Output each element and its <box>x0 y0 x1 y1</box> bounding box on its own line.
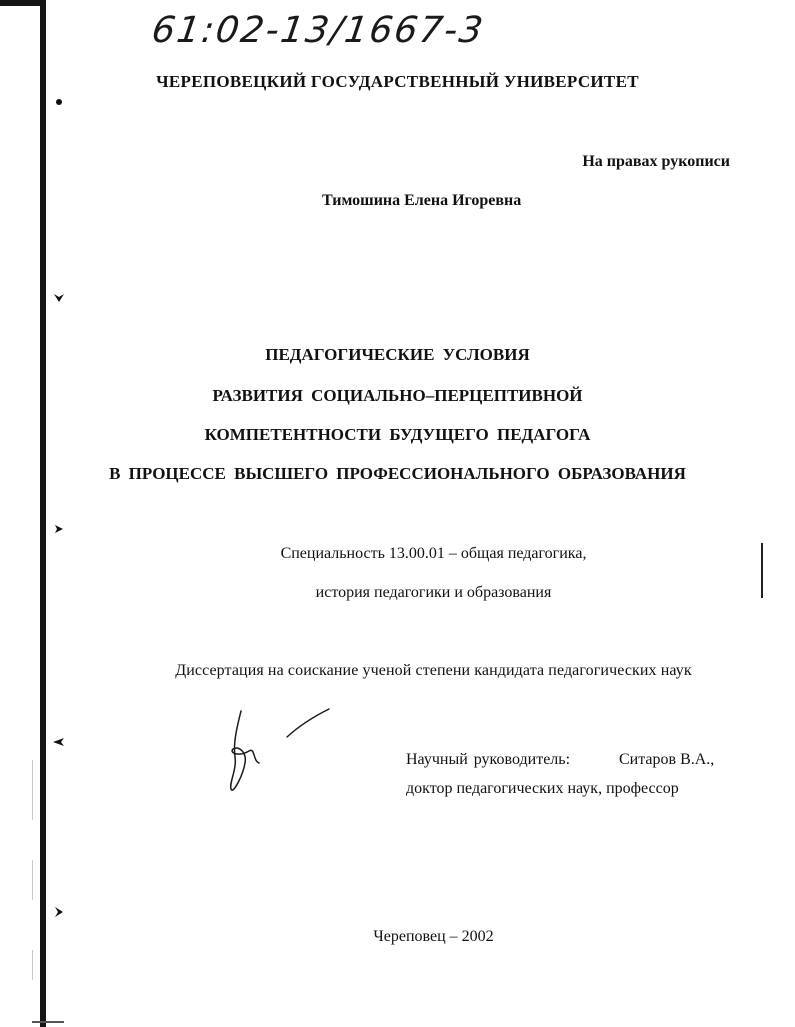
punch-hole-icon <box>52 522 66 536</box>
supervisor-name: Ситаров В.А., <box>619 751 715 768</box>
scan-faint-line <box>32 860 33 900</box>
rights-note: На правах рукописи <box>582 153 730 170</box>
scan-bottom-mark <box>32 1021 64 1023</box>
title-line: В ПРОЦЕССЕ ВЫСШЕГО ПРОФЕССИОНАЛЬНОГО ОБРАЗОВАНИЯ <box>109 464 686 483</box>
archive-code: 61:02-13/1667-3 <box>149 10 488 51</box>
specialty-line: Специальность 13.00.01 – общая педагогика, <box>280 545 587 562</box>
supervisor-label: Научный руководитель: <box>406 751 571 768</box>
scan-top-border <box>0 0 46 6</box>
supervisor-credentials: доктор педагогических наук, профессор <box>406 780 679 797</box>
punch-hole-icon <box>52 905 66 919</box>
title-line: ПЕДАГОГИЧЕСКИЕ УСЛОВИЯ <box>265 345 530 364</box>
dissertation-note: Диссертация на соискание ученой степени кандидата педагогических наук <box>175 662 692 679</box>
scan-left-border <box>40 0 46 1027</box>
scan-faint-line <box>32 760 33 820</box>
title-line: КОМПЕТЕНТНОСТИ БУДУЩЕГО ПЕДАГОГА <box>204 425 591 444</box>
place-year: Череповец – 2002 <box>373 928 494 945</box>
author-name: Тимошина Елена Игоревна <box>322 192 522 209</box>
punch-hole-icon <box>52 95 66 109</box>
signature-icon <box>225 705 335 800</box>
university-name: ЧЕРЕПОВЕЦКИЙ ГОСУДАРСТВЕННЫЙ УНИВЕРСИТЕТ <box>156 72 639 91</box>
specialty-line: история педагогики и образования <box>315 584 552 601</box>
punch-hole-icon <box>52 290 66 304</box>
punch-hole-icon <box>52 735 66 749</box>
title-line: РАЗВИТИЯ СОЦИАЛЬНО–ПЕРЦЕПТИВНОЙ <box>212 386 583 405</box>
scan-faint-line <box>32 950 33 980</box>
